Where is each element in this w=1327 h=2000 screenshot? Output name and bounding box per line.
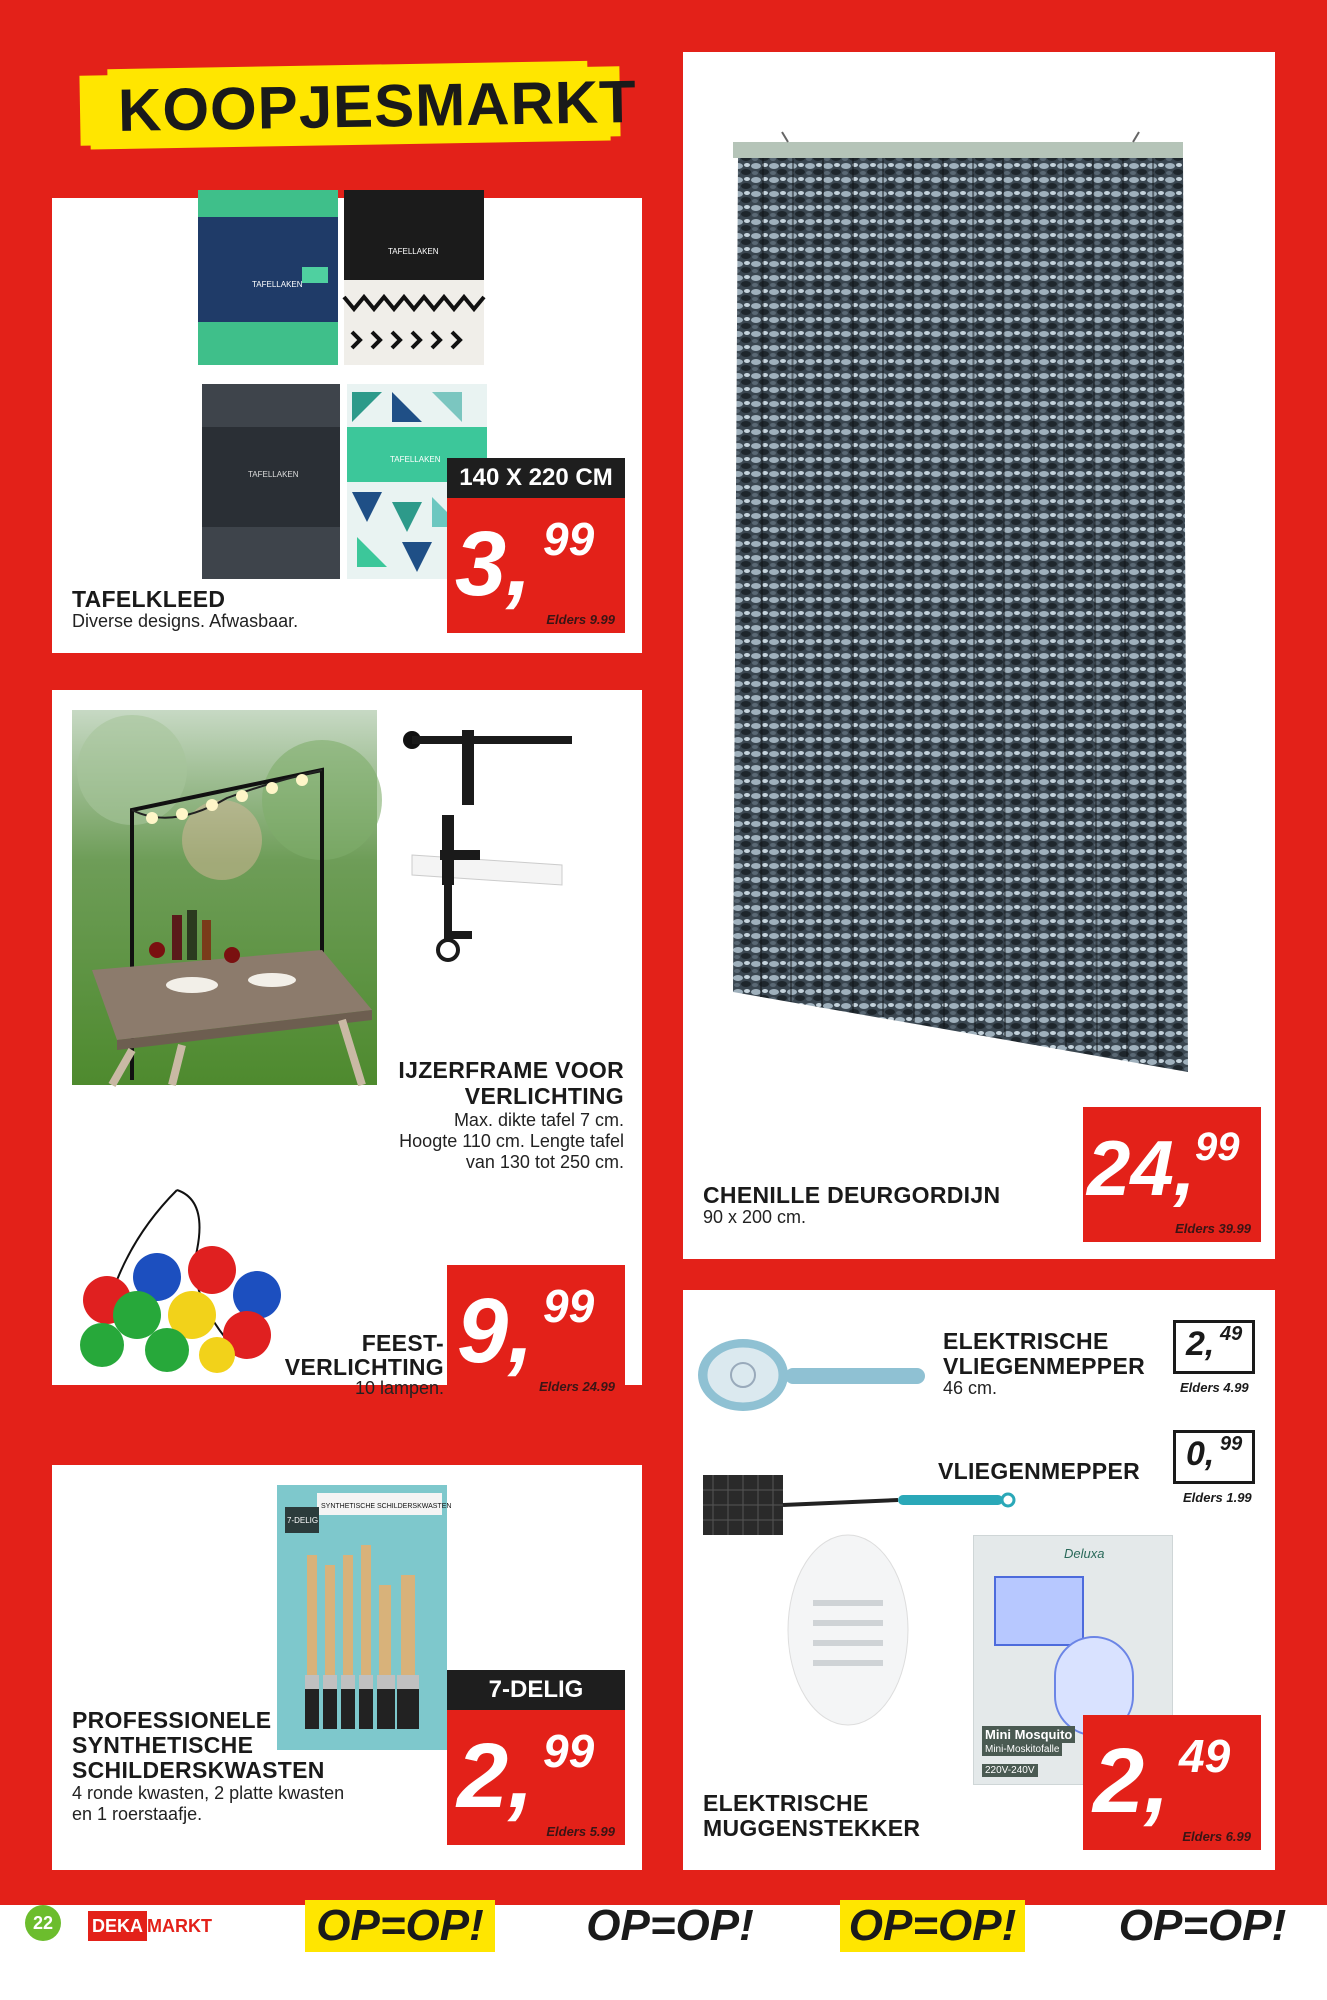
price-integer: 3, xyxy=(455,513,532,615)
product-name: VLIEGENMEPPER xyxy=(938,1458,1140,1484)
price-tag xyxy=(447,1710,625,1845)
product-name-line: VLIEGENMEPPER xyxy=(943,1353,1145,1379)
pack-label: TAFELLAKEN xyxy=(248,470,299,479)
header-banner xyxy=(79,60,638,151)
small-price-tag xyxy=(1173,1430,1255,1484)
box-voltage: 220V-240V xyxy=(982,1764,1038,1777)
box-brand: Deluxa xyxy=(1064,1546,1105,1561)
price-tag xyxy=(1083,1107,1261,1242)
chenille-curtain-image xyxy=(733,92,1203,1092)
product-card-deurgordijn[interactable] xyxy=(683,52,1275,1259)
box-subtitle: Mini-Moskitofalle xyxy=(982,1743,1062,1756)
product-description: en 1 roerstaafje. xyxy=(72,1804,203,1824)
electric-swatter-image xyxy=(693,1330,933,1420)
op-op-slogan: OP=OP! xyxy=(840,1900,1025,1952)
price-decimals: 99 xyxy=(543,1725,595,1777)
pack-badge: 7-DELIG xyxy=(287,1516,319,1525)
product-description: 90 x 200 cm. xyxy=(703,1207,807,1227)
product-name-line: SYNTHETISCHE xyxy=(72,1732,254,1758)
price-tag xyxy=(447,1265,625,1400)
price-integer: 2, xyxy=(457,1725,534,1827)
product-description: van 130 tot 250 cm. xyxy=(465,1152,624,1172)
price-integer: 2, xyxy=(1186,1325,1215,1363)
pack-label: TAFELLAKEN xyxy=(390,455,441,464)
product-name: CHENILLE DEURGORDIJN xyxy=(703,1182,1001,1208)
pack-label: TAFELLAKEN xyxy=(388,247,439,256)
price-decimals: 49 xyxy=(1179,1730,1231,1782)
product-description: Hoogte 110 cm. Lengte tafel xyxy=(399,1131,624,1151)
elders-price: Elders 5.99 xyxy=(546,1824,615,1839)
product-description: Diverse designs. Afwasbaar. xyxy=(72,611,299,631)
price-tag xyxy=(447,498,625,633)
brush-set-image xyxy=(277,1485,452,1750)
price-tag xyxy=(1083,1715,1261,1850)
pack-label: TAFELLAKEN xyxy=(252,280,303,289)
small-price-tag xyxy=(1173,1320,1255,1374)
size-label: 140 X 220 CM xyxy=(447,458,625,498)
price-integer: 9, xyxy=(457,1280,534,1382)
price-decimals: 99 xyxy=(1220,1433,1243,1455)
product-name-line: IJZERFRAME VOOR xyxy=(398,1057,624,1083)
product-name-line: VERLICHTING xyxy=(284,1354,444,1380)
pack-title: SYNTHETISCHE SCHILDERSKWASTEN xyxy=(321,1503,452,1510)
product-description: 4 ronde kwasten, 2 platte kwasten xyxy=(72,1783,345,1803)
price-decimals: 99 xyxy=(543,1280,595,1332)
op-op-slogan: OP=OP! xyxy=(586,1901,754,1950)
product-name-line: FEEST- xyxy=(361,1330,444,1356)
frame-rod-image xyxy=(402,710,582,810)
product-card-tafelkleed[interactable] xyxy=(52,198,642,653)
product-description: 10 lampen. xyxy=(354,1378,444,1398)
product-name-line: VERLICHTING xyxy=(464,1083,624,1109)
product-description: 46 cm. xyxy=(943,1378,998,1398)
price-decimals: 99 xyxy=(1195,1125,1240,1169)
box-title: Mini Mosquito xyxy=(982,1726,1075,1743)
price-decimals: 49 xyxy=(1220,1323,1243,1345)
product-name-line: SCHILDERSKWASTEN xyxy=(72,1757,325,1783)
product-name-line: PROFESSIONELE xyxy=(72,1707,272,1733)
product-description: Max. dikte tafel 7 cm. xyxy=(453,1110,624,1130)
product-name-line: MUGGENSTEKKER xyxy=(703,1815,921,1841)
product-name-line: ELEKTRISCHE xyxy=(703,1790,869,1816)
elders-price: Elders 9.99 xyxy=(546,612,615,627)
dekamarkt-logo xyxy=(88,1911,212,1941)
page-title: KOOPJESMARKT xyxy=(117,68,638,145)
mosquito-plug-image xyxy=(783,1530,913,1730)
price-decimals: 99 xyxy=(543,513,595,565)
count-label: 7-DELIG xyxy=(447,1670,625,1710)
product-name-line: ELEKTRISCHE xyxy=(943,1328,1109,1354)
price-integer: 0, xyxy=(1186,1435,1215,1473)
table-clamp-image xyxy=(412,815,562,965)
product-card-ijzerframe[interactable] xyxy=(52,690,642,1398)
garden-table-photo xyxy=(72,710,377,1085)
page-number: 22 xyxy=(25,1905,61,1941)
logo-text: MARKT xyxy=(147,1916,213,1936)
elders-price: Elders 1.99 xyxy=(1183,1490,1252,1505)
price-integer: 2, xyxy=(1093,1730,1170,1832)
elders-price: Elders 4.99 xyxy=(1180,1380,1249,1395)
product-card-vliegenmepper[interactable] xyxy=(683,1290,1275,1870)
elders-price: Elders 6.99 xyxy=(1182,1829,1251,1844)
product-name: TAFELKLEED xyxy=(72,586,226,612)
elders-price: Elders 24.99 xyxy=(539,1379,615,1394)
op-op-slogan: OP=OP! xyxy=(305,1900,495,1952)
logo-box: DEKA xyxy=(88,1911,147,1941)
op-op-slogan: OP=OP! xyxy=(1118,1901,1287,1950)
product-card-kwasten[interactable] xyxy=(52,1465,642,1870)
elders-price: Elders 39.99 xyxy=(1175,1221,1251,1236)
price-integer: 24, xyxy=(1087,1124,1196,1212)
